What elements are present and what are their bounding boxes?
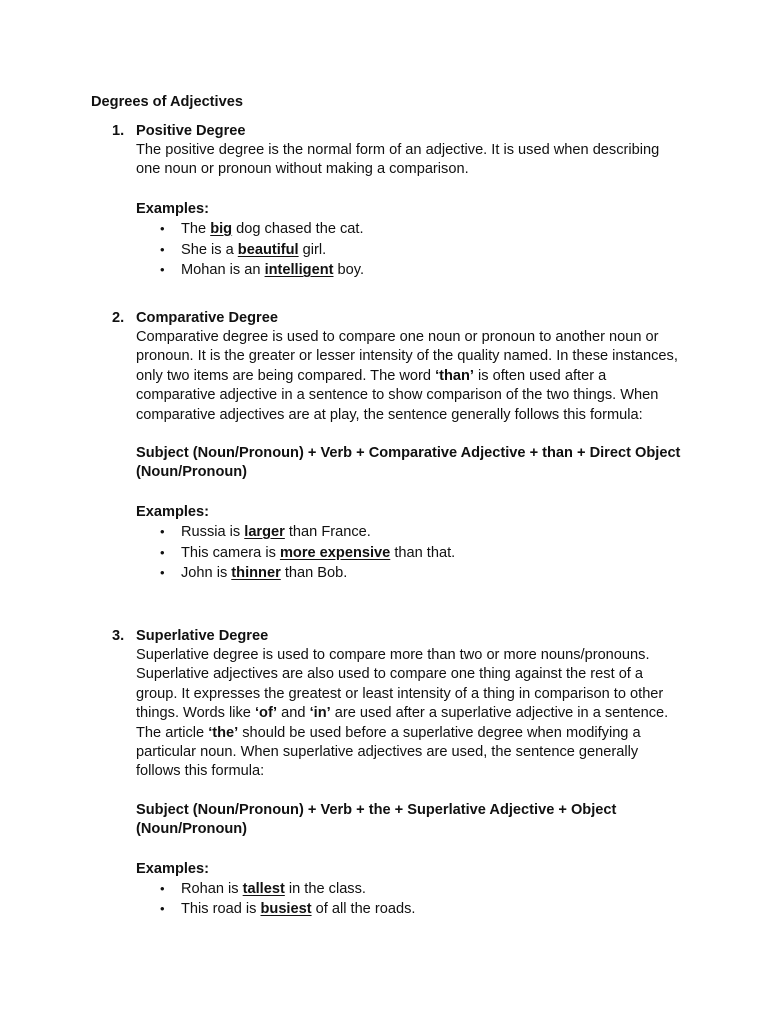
bullet-icon: •: [160, 901, 165, 917]
example-item: [136, 879, 684, 900]
example-keyword: thinner: [231, 565, 281, 582]
example-text-before: This camera is: [181, 544, 280, 561]
example-text-after: than that.: [390, 544, 456, 561]
keyword-of: ‘of’: [254, 705, 278, 722]
example-keyword: tallest: [242, 880, 285, 897]
example-text-before: John is: [181, 565, 232, 582]
example-item: [136, 543, 684, 564]
formula: Subject (Noun/Pronoun) + Verb + the + Superlative Adjective + Object (Noun/Pronoun): [136, 801, 617, 838]
section-heading: Positive Degree: [136, 123, 246, 139]
section-description: [136, 646, 684, 782]
example-text-after: than Bob.: [280, 565, 348, 582]
bullet-icon: •: [160, 262, 165, 278]
example-text-before: This road is: [181, 901, 261, 918]
description-text: should be used before a superlative degree when modifying a particular noun. When superlative adjectives are used, the sentence generally follows this formula:: [136, 724, 641, 780]
example-item: [136, 260, 684, 281]
example-item: [136, 563, 684, 584]
section-number: 1.: [112, 123, 125, 139]
examples-label: Examples:: [136, 860, 210, 877]
bullet-icon: •: [160, 544, 165, 560]
description-text: Superlative degree is used to compare more than two or more nouns/pronouns. Superlative adjectives are also used to compare one thing against the rest of a group. It expresses the greatest or least intensity of a thing in comparison to other things. Words like: [136, 647, 664, 722]
description-text: is often used after a comparative adjective in a sentence to show comparison of the two things. When comparative adjectives are at play, the sentence generally follows this formula:: [136, 367, 659, 423]
formula: Subject (Noun/Pronoun) + Verb + Comparative Adjective + than + Direct Object (Noun/Pronoun): [136, 445, 681, 481]
example-text-before: Russia is: [181, 523, 245, 540]
example-text-after: boy.: [333, 262, 365, 279]
description-text: and: [277, 705, 310, 722]
example-text-after: in the class.: [284, 880, 366, 897]
keyword-in: ‘in’: [309, 705, 331, 722]
example-keyword: larger: [244, 523, 285, 540]
document-title: Degrees of Adjectives: [91, 94, 243, 110]
example-text-after: dog chased the cat.: [232, 220, 364, 237]
bullet-icon: •: [160, 523, 165, 539]
examples-list: [136, 522, 684, 584]
section-body: [136, 121, 684, 281]
section-description: The positive degree is the normal form of an adjective. It is used when describing one noun or pronoun without making a comparison.: [136, 142, 660, 178]
section-heading: Superlative Degree: [136, 628, 269, 644]
example-item: [136, 522, 684, 543]
example-item: [136, 899, 684, 920]
section-description: [136, 328, 684, 425]
example-keyword: intelligent: [264, 262, 334, 279]
example-text-before: She is a: [181, 241, 238, 258]
examples-label: Examples:: [136, 200, 210, 217]
keyword-than: ‘than’: [435, 367, 474, 384]
example-item: [136, 240, 684, 261]
example-text-before: Mohan is an: [181, 262, 265, 279]
section-body: [136, 308, 684, 584]
section-number: 3.: [112, 628, 125, 644]
example-keyword: more expensive: [279, 544, 391, 561]
section-body: [136, 626, 684, 920]
example-keyword: beautiful: [237, 241, 299, 258]
section-number: 2.: [112, 310, 125, 326]
bullet-icon: •: [160, 220, 165, 236]
example-item: [136, 219, 684, 240]
bullet-icon: •: [160, 565, 165, 581]
bullet-icon: •: [160, 241, 165, 257]
example-text-before: The: [181, 220, 211, 237]
example-text-after: than France.: [284, 523, 371, 540]
examples-label: Examples:: [136, 503, 210, 520]
example-keyword: busiest: [260, 901, 312, 918]
examples-list: [136, 879, 684, 920]
example-keyword: big: [210, 220, 233, 237]
example-text-after: girl.: [298, 241, 327, 258]
keyword-the: ‘the’: [208, 724, 239, 741]
section-heading: Comparative Degree: [136, 310, 278, 326]
example-text-after: of all the roads.: [311, 901, 416, 918]
bullet-icon: •: [160, 880, 165, 896]
description-text: are used after a superlative adjective in a sentence. The article: [136, 705, 669, 741]
description-text: Comparative degree is used to compare one noun or pronoun to another noun or pronoun. It is the greater or lesser intensity of the quality named. In these instances, only two items are being compared. The word: [136, 329, 678, 384]
example-text-before: Rohan is: [181, 880, 243, 897]
examples-list: [136, 219, 684, 281]
